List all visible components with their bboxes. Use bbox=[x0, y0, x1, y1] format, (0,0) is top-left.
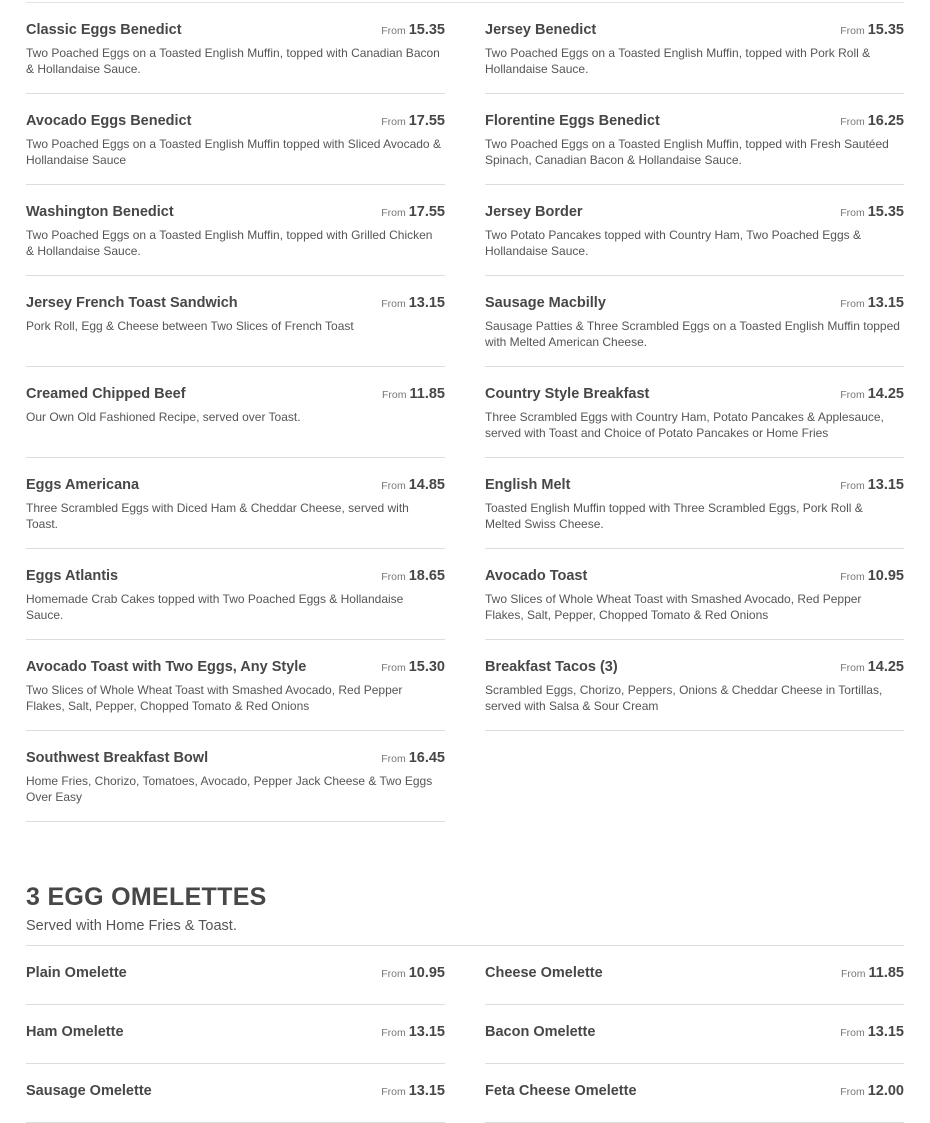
empty-cell bbox=[485, 731, 904, 822]
menu-item-price-group bbox=[840, 658, 904, 676]
menu-item-header bbox=[485, 1064, 904, 1100]
menu-item-price-group bbox=[381, 1082, 445, 1100]
menu-item-name: English Melt bbox=[485, 477, 571, 493]
menu-item-header bbox=[26, 640, 445, 676]
menu-item-name: Jersey Border bbox=[485, 204, 583, 220]
menu-item-header bbox=[485, 549, 904, 585]
menu-item-price-group bbox=[381, 112, 445, 130]
menu-item-description: Two Slices of Whole Wheat Toast with Smashed Avocado, Red Pepper Flakes, Salt, Pepper, Chopped Tomato & Red Onions bbox=[485, 592, 862, 622]
menu-item-name: Classic Eggs Benedict bbox=[26, 22, 182, 38]
from-label: From bbox=[381, 753, 406, 765]
from-label: From bbox=[840, 298, 865, 310]
menu-item[interactable] bbox=[26, 185, 445, 276]
menu-item-header bbox=[485, 367, 904, 403]
from-label: From bbox=[840, 25, 865, 37]
menu-item-name: Bacon Omelette bbox=[485, 1024, 596, 1040]
menu-item-price: 15.30 bbox=[408, 659, 445, 675]
menu-item-description: Three Scrambled Eggs with Country Ham, Potato Pancakes & Applesauce, served with Toast and Choice of Potato Pancakes or Home Fries bbox=[485, 410, 884, 440]
from-label: From bbox=[381, 207, 406, 219]
menu-item-price: 10.95 bbox=[867, 568, 904, 584]
from-label: From bbox=[840, 116, 865, 128]
menu-item-price-group bbox=[840, 294, 904, 312]
menu-item-price: 13.15 bbox=[408, 1024, 445, 1040]
menu-item-price: 18.65 bbox=[408, 568, 445, 584]
menu-item-description: Two Slices of Whole Wheat Toast with Smashed Avocado, Red Pepper Flakes, Salt, Pepper, Chopped Tomato & Red Onions bbox=[26, 683, 403, 713]
menu-item[interactable] bbox=[26, 3, 445, 94]
menu-item-price: 13.15 bbox=[408, 1083, 445, 1099]
menu-item-description: Homemade Crab Cakes topped with Two Poached Eggs & Hollandaise Sauce. bbox=[26, 592, 404, 622]
menu-item-header bbox=[26, 946, 445, 982]
menu-item[interactable] bbox=[485, 185, 904, 276]
menu-item-price-group bbox=[381, 1023, 445, 1041]
menu-item-price-group bbox=[840, 567, 904, 585]
from-label: From bbox=[382, 389, 407, 401]
menu-item[interactable] bbox=[26, 640, 445, 731]
menu-item-price: 12.00 bbox=[867, 1083, 904, 1099]
menu-item[interactable] bbox=[26, 276, 445, 367]
menu-item-price-group bbox=[840, 203, 904, 221]
menu-item-price-group bbox=[841, 964, 904, 982]
menu-item-name: Plain Omelette bbox=[26, 965, 127, 981]
menu-item-price-group bbox=[381, 658, 445, 676]
menu-item-header bbox=[485, 458, 904, 494]
menu-item[interactable] bbox=[485, 1064, 904, 1123]
omelettes-menu-grid bbox=[26, 946, 904, 1123]
menu-item-price-group bbox=[840, 112, 904, 130]
menu-item-description: Toasted English Muffin topped with Three Scrambled Eggs, Pork Roll & Melted Swiss Cheese. bbox=[485, 501, 863, 531]
menu-item-price-group bbox=[840, 385, 904, 403]
menu-item[interactable] bbox=[26, 731, 445, 822]
menu-item-name: Eggs Atlantis bbox=[26, 568, 119, 584]
menu-item[interactable] bbox=[485, 946, 904, 1005]
menu-item-description: Two Poached Eggs on a Toasted English Muffin, topped with Grilled Chicken & Hollandaise Sauce. bbox=[26, 228, 433, 258]
section-subtitle: Served with Home Fries & Toast. bbox=[26, 918, 237, 934]
menu-item[interactable] bbox=[26, 458, 445, 549]
menu-item-price-group bbox=[840, 21, 904, 39]
menu-item-price: 14.25 bbox=[867, 659, 904, 675]
menu-item-header bbox=[26, 731, 445, 767]
menu-item-description: Our Own Old Fashioned Recipe, served over Toast. bbox=[26, 410, 301, 424]
menu-item[interactable] bbox=[485, 367, 904, 458]
menu-item-header bbox=[26, 185, 445, 221]
from-label: From bbox=[841, 968, 866, 980]
from-label: From bbox=[840, 480, 865, 492]
from-label: From bbox=[381, 480, 406, 492]
menu-item-description: Two Poached Eggs on a Toasted English Muffin, topped with Pork Roll & Hollandaise Sauce. bbox=[485, 46, 871, 76]
menu-item-name: Creamed Chipped Beef bbox=[26, 386, 186, 402]
menu-item-header bbox=[26, 458, 445, 494]
from-label: From bbox=[381, 571, 406, 583]
from-label: From bbox=[381, 968, 406, 980]
menu-item-price: 15.35 bbox=[867, 22, 904, 38]
menu-item-price-group bbox=[382, 385, 445, 403]
menu-item-header bbox=[485, 3, 904, 39]
menu-item-price-group bbox=[381, 964, 445, 982]
menu-item-header bbox=[485, 94, 904, 130]
menu-item-description: Scrambled Eggs, Chorizo, Peppers, Onions & Cheddar Cheese in Tortillas, served with Salsa & Sour Cream bbox=[485, 683, 883, 713]
from-label: From bbox=[840, 571, 865, 583]
menu-item-header bbox=[26, 276, 445, 312]
menu-item-name: Country Style Breakfast bbox=[485, 386, 650, 402]
from-label: From bbox=[840, 1027, 865, 1039]
menu-item-price-group bbox=[381, 203, 445, 221]
menu-item-name: Florentine Eggs Benedict bbox=[485, 113, 660, 129]
menu-item-price: 16.25 bbox=[867, 113, 904, 129]
from-label: From bbox=[840, 207, 865, 219]
menu-item-price: 13.15 bbox=[867, 477, 904, 493]
menu-item-description: Two Poached Eggs on a Toasted English Muffin, topped with Canadian Bacon & Hollandaise Sauce. bbox=[26, 46, 440, 76]
menu-item[interactable] bbox=[485, 1005, 904, 1064]
menu-item-name: Breakfast Tacos (3) bbox=[485, 659, 618, 675]
menu-item-description: Two Poached Eggs on a Toasted English Muffin topped with Sliced Avocado & Hollandaise Sauce bbox=[26, 137, 441, 167]
menu-item-description: Two Poached Eggs on a Toasted English Muffin, topped with Fresh Sautéed Spinach, Canadian Bacon & Hollandaise Sauce. bbox=[485, 137, 889, 167]
menu-item[interactable] bbox=[26, 1005, 445, 1064]
menu-item-header bbox=[485, 946, 904, 982]
menu-item-name: Jersey French Toast Sandwich bbox=[26, 295, 238, 311]
menu-item-price: 16.45 bbox=[408, 750, 445, 766]
menu-item[interactable] bbox=[485, 94, 904, 185]
menu-item-header bbox=[26, 94, 445, 130]
menu-item-name: Sausage Macbilly bbox=[485, 295, 606, 311]
menu-item-description: Home Fries, Chorizo, Tomatoes, Avocado, Pepper Jack Cheese & Two Eggs Over Easy bbox=[26, 774, 433, 804]
menu-item-price: 14.85 bbox=[408, 477, 445, 493]
from-label: From bbox=[840, 389, 865, 401]
menu-item[interactable] bbox=[26, 1064, 445, 1123]
menu-item[interactable] bbox=[485, 276, 904, 367]
menu-item-price-group bbox=[840, 1023, 904, 1041]
menu-item-price: 13.15 bbox=[867, 295, 904, 311]
menu-item-price: 13.15 bbox=[867, 1024, 904, 1040]
from-label: From bbox=[381, 25, 406, 37]
menu-item-header bbox=[485, 1005, 904, 1041]
menu-item-name: Avocado Toast with Two Eggs, Any Style bbox=[26, 659, 307, 675]
menu-item-price-group bbox=[381, 749, 445, 767]
menu-item[interactable] bbox=[26, 367, 445, 458]
menu-item-name: Avocado Toast bbox=[485, 568, 588, 584]
menu-item[interactable] bbox=[485, 458, 904, 549]
menu-item-price-group bbox=[840, 1082, 904, 1100]
from-label: From bbox=[381, 1086, 406, 1098]
menu-item-name: Southwest Breakfast Bowl bbox=[26, 750, 209, 766]
from-label: From bbox=[840, 1086, 865, 1098]
menu-item[interactable] bbox=[485, 3, 904, 94]
menu-item-price: 15.35 bbox=[867, 204, 904, 220]
from-label: From bbox=[381, 298, 406, 310]
menu-item-header bbox=[26, 1064, 445, 1100]
omelettes-section-header bbox=[26, 881, 904, 935]
menu-item-header bbox=[26, 3, 445, 39]
menu-item[interactable] bbox=[26, 946, 445, 1005]
menu-item-name: Jersey Benedict bbox=[485, 22, 597, 38]
menu-item-price: 17.55 bbox=[408, 204, 445, 220]
menu-item-description: Three Scrambled Eggs with Diced Ham & Cheddar Cheese, served with Toast. bbox=[26, 501, 409, 531]
menu-item-name: Ham Omelette bbox=[26, 1024, 124, 1040]
menu-item-header bbox=[26, 1005, 445, 1041]
menu-item-price-group bbox=[381, 567, 445, 585]
menu-item-name: Cheese Omelette bbox=[485, 965, 603, 981]
menu-item-price: 17.55 bbox=[408, 113, 445, 129]
menu-item-price: 13.15 bbox=[408, 295, 445, 311]
menu-item-price-group bbox=[381, 294, 445, 312]
menu-item-header bbox=[485, 640, 904, 676]
menu-item-name: Eggs Americana bbox=[26, 477, 140, 493]
menu-item-price: 14.25 bbox=[867, 386, 904, 402]
menu-item-header bbox=[26, 549, 445, 585]
menu-item[interactable] bbox=[26, 94, 445, 185]
menu-item-price: 11.85 bbox=[409, 386, 445, 402]
menu-item-name: Sausage Omelette bbox=[26, 1083, 152, 1099]
from-label: From bbox=[381, 1027, 406, 1039]
menu-item-header bbox=[485, 276, 904, 312]
from-label: From bbox=[381, 662, 406, 674]
menu-item-name: Avocado Eggs Benedict bbox=[26, 113, 192, 129]
menu-item-description: Two Potato Pancakes topped with Country Ham, Two Poached Eggs & Hollandaise Sauce. bbox=[485, 228, 861, 258]
menu-item-price: 10.95 bbox=[408, 965, 445, 981]
menu-item[interactable] bbox=[485, 640, 904, 731]
breakfast-menu-grid bbox=[26, 3, 904, 822]
menu-item[interactable] bbox=[485, 549, 904, 640]
menu-item-price: 15.35 bbox=[408, 22, 445, 38]
menu-item-name: Feta Cheese Omelette bbox=[485, 1083, 637, 1099]
menu-item-header bbox=[485, 185, 904, 221]
from-label: From bbox=[381, 116, 406, 128]
menu-item-header bbox=[26, 367, 445, 403]
section-title: 3 EGG OMELETTES bbox=[26, 883, 267, 911]
menu-item-price: 11.85 bbox=[868, 965, 904, 981]
menu-item-description: Sausage Patties & Three Scrambled Eggs on a Toasted English Muffin topped with Melted American Cheese. bbox=[485, 319, 900, 349]
menu-item-price-group bbox=[381, 21, 445, 39]
menu-item-price-group bbox=[840, 476, 904, 494]
menu-item-description: Pork Roll, Egg & Cheese between Two Slices of French Toast bbox=[26, 319, 354, 333]
menu-item-price-group bbox=[381, 476, 445, 494]
from-label: From bbox=[840, 662, 865, 674]
menu-item-name: Washington Benedict bbox=[26, 204, 174, 220]
menu-item[interactable] bbox=[26, 549, 445, 640]
